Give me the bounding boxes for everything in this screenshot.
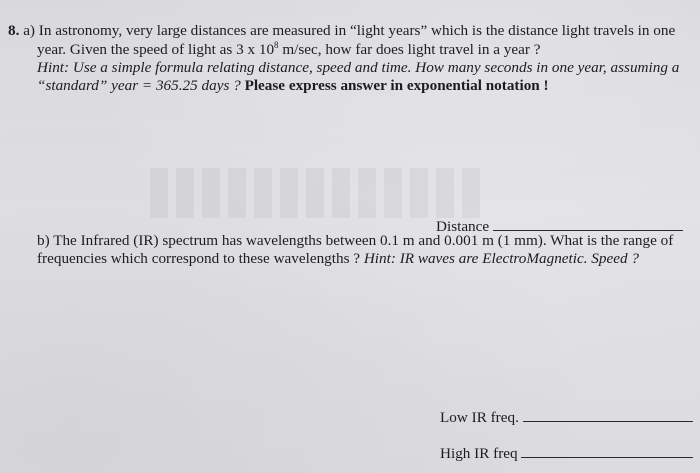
part-a-instruction: Please express answer in exponential notation ! xyxy=(244,77,549,94)
high-ir-answer-blank[interactable] xyxy=(521,443,693,458)
part-b-text-line-1: The Infrared (IR) spectrum has wavelengths between 0.1 m and 0.001 m (1 mm). What is the range of xyxy=(53,232,674,249)
part-a-text-line-2-post: m/sec, how far does light travel in a year ? xyxy=(278,41,541,58)
part-b-line-2 xyxy=(37,250,639,268)
bleed-through-text xyxy=(150,168,480,218)
part-a-standard-year: “standard” year = 365.25 days ? xyxy=(37,77,241,94)
question-number: 8. xyxy=(8,22,20,39)
part-a-line-4 xyxy=(37,77,549,95)
part-a-label: a) xyxy=(23,22,35,39)
part-b-hint: Hint: IR waves are ElectroMagnetic. Speed ? xyxy=(363,250,639,267)
exponent: 8 xyxy=(274,40,279,50)
high-ir-answer xyxy=(440,443,693,463)
part-b-line-1 xyxy=(37,232,673,250)
low-ir-answer-blank[interactable] xyxy=(523,407,693,422)
part-a-text-line-1: In astronomy, very large distances are measured in “light years” which is the distance light travels in one xyxy=(38,22,676,39)
part-a-text-line-2-pre: year. Given the speed of light as 3 x 10 xyxy=(37,41,275,58)
distance-label: Distance xyxy=(436,218,490,235)
distance-answer-blank[interactable] xyxy=(493,216,683,231)
part-a-hint: Hint: Use a simple formula relating distance, speed and time. How many seconds in one year, assuming a xyxy=(37,59,680,76)
high-ir-label: High IR freq xyxy=(440,445,518,462)
low-ir-label: Low IR freq. xyxy=(440,409,519,426)
part-a-line-2 xyxy=(37,41,540,60)
low-ir-answer xyxy=(440,407,693,427)
question-8-line-1 xyxy=(8,22,675,40)
part-b-label: b) xyxy=(37,232,50,249)
part-b-text-line-2: frequencies which correspond to these wavelengths ? xyxy=(37,250,361,267)
